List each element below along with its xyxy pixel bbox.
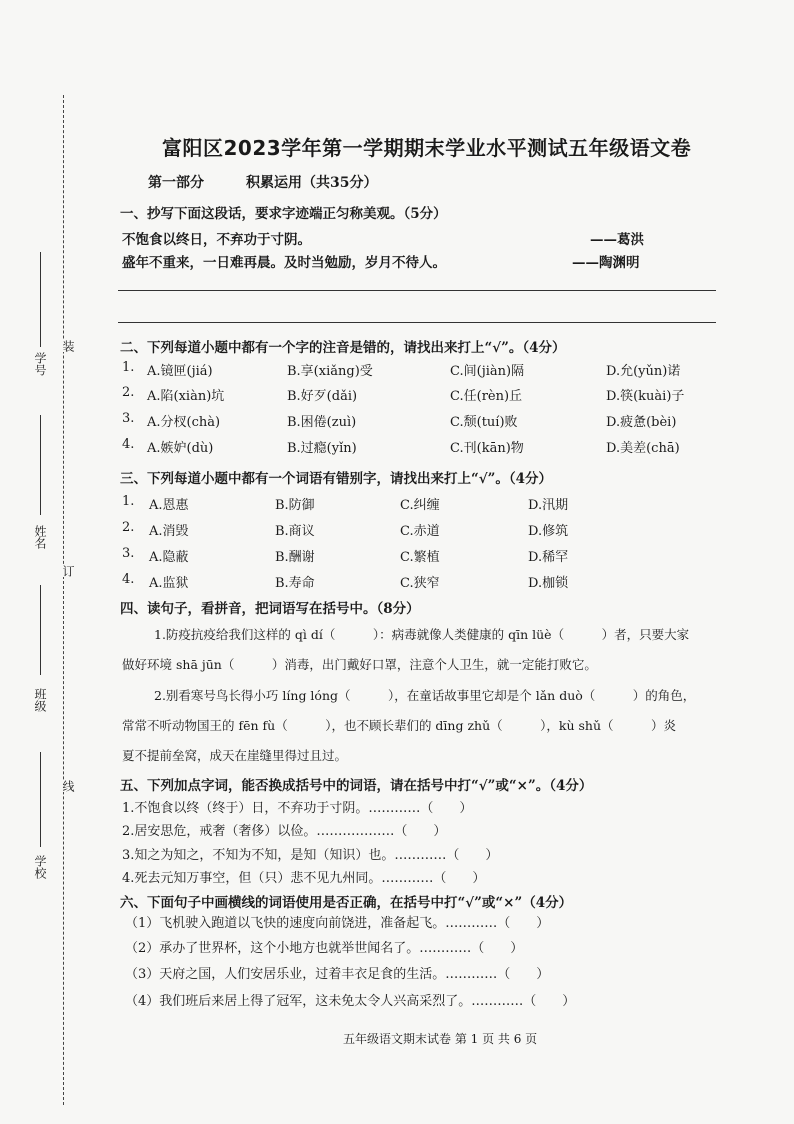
q5-item: 4.死去元知万事空，但（只）悲不见九州同。…………（ ） [122,871,486,886]
q2-opt-c: C.颓(tuí)败 [450,415,518,430]
q3-opt-a: A.消毁 [149,524,189,539]
school-blank [40,752,41,847]
binding-dashed-line [63,95,65,1105]
q1-line1: 不饱食以终日，不弃功于寸阴。 [122,232,311,248]
label-class: 班级 [33,688,47,712]
q1-write-line-1 [118,290,716,291]
q4-para2-line1: 2.别看寒号鸟长得小巧 líng lóng（ ），在童话故事里它却是个 lǎn duò（ ）的角色， [154,688,696,703]
q3-num: 1. [122,494,135,509]
q3-opt-b: B.酬谢 [275,550,315,565]
q3-opt-c: C.赤道 [400,524,440,539]
q2-opt-d: D.美差(chā) [606,441,680,456]
q2-opt-a: A.陷(xiàn)坑 [147,389,225,404]
q3-num: 3. [122,546,135,561]
q4-para2-line2: 常常不听动物国王的 fēn fù（ ），也不顾长辈们的 dīng zhǔ（ ），kù shǔ（ ）炎 [122,718,676,733]
q4-heading: 四、读句子，看拼音，把词语写在括号中。（8分） [120,601,420,617]
q6-heading: 六、下面句子中画横线的词语使用是否正确，在括号中打“√”或“×”（4分） [120,895,573,911]
q3-opt-a: A.隐蔽 [149,550,189,565]
q2-opt-c: C.任(rèn)丘 [450,389,523,404]
q2-opt-b: B.享(xiǎng)受 [287,364,373,379]
q2-opt-b: B.过瘾(yǐn) [287,441,357,456]
class-blank [40,585,41,675]
q2-opt-b: B.困倦(zuì) [287,415,357,430]
q4-para2-line3: 夏不提前垒窝，成天在崖缝里得过且过。 [122,748,348,763]
q3-opt-c: C.繁植 [400,550,440,565]
part-label: 第一部分 [148,175,204,191]
q3-num: 4. [122,572,135,587]
q1-write-line-2 [118,322,716,323]
q3-opt-d: D.汛期 [528,498,569,513]
q2-opt-c: C.间(jiàn)隔 [450,364,525,379]
q3-opt-d: D.稀罕 [528,550,569,565]
q2-num: 2. [122,385,135,400]
q6-item: （2）承办了世界杯，这个小地方也就举世闻名了。…………（ ） [125,941,524,956]
part-name: 积累运用（共35分） [246,175,378,191]
q2-num: 1. [122,360,135,375]
q2-opt-d: D.筷(kuài)子 [606,389,685,404]
q3-opt-a: A.恩惠 [149,498,189,513]
q6-item: （3）天府之国，人们安居乐业，过着丰衣足食的生活。…………（ ） [125,967,550,982]
q1-author2: ——陶渊明 [572,255,640,271]
q6-item: （1）飞机驶入跑道以飞快的速度向前饶进，准备起飞。…………（ ） [125,916,550,931]
q2-opt-a: A.嫉妒(dù) [147,441,214,456]
q1-heading: 一、抄写下面这段话，要求字迹端正匀称美观。（5分） [120,206,447,222]
q2-opt-d: D.疲惫(bèi) [606,415,677,430]
q3-opt-c: C.狭窄 [400,576,440,591]
id-blank [40,252,41,347]
label-id: 学号 [33,352,47,376]
q3-opt-d: D.枷锁 [528,576,569,591]
q3-opt-b: B.防御 [275,498,315,513]
seal-char-2: 订 [61,565,75,577]
q2-opt-c: C.刊(kān)物 [450,441,524,456]
seal-char-3: 线 [61,780,75,792]
label-school: 学校 [33,855,47,879]
q4-para1-line2: 做好环境 shā jūn（ ）消毒，出门戴好口罩，注意个人卫生，就一定能打败它。 [122,657,597,672]
q6-item: （4）我们班后来居上得了冠军，这未免太令人兴高采烈了。…………（ ） [125,994,576,1009]
q3-num: 2. [122,520,135,535]
q3-opt-c: C.纠缠 [400,498,440,513]
seal-char-1: 装 [61,340,75,352]
q3-opt-b: B.寿命 [275,576,315,591]
q5-item: 1.不饱食以终（终于）日，不弃功于寸阴。…………（ ） [122,801,473,816]
q2-num: 4. [122,437,135,452]
q5-heading: 五、下列加点字词，能否换成括号中的词语，请在括号中打“√”或“×”。（4分） [120,778,593,794]
label-name: 姓名 [33,525,47,549]
q3-opt-a: A.监狱 [149,576,189,591]
q1-author1: ——葛洪 [590,232,644,248]
q5-item: 2.居安思危，戒奢（奢侈）以俭。………………（ ） [122,824,447,839]
q2-opt-a: A.镜匣(jiá) [147,364,213,379]
q1-line2: 盛年不重来，一日难再晨。及时当勉励，岁月不待人。 [122,255,446,271]
q3-heading: 三、下列每道小题中都有一个词语有错别字，请找出来打上“√”。（4分） [120,471,553,487]
name-blank [40,415,41,515]
q2-opt-b: B.好歹(dǎi) [287,389,358,404]
q2-opt-d: D.允(yǔn)诺 [606,364,681,379]
q3-opt-d: D.修筑 [528,524,569,539]
q2-num: 3. [122,411,135,426]
q3-opt-b: B.商议 [275,524,315,539]
q5-item: 3.知之为知之，不知为不知，是知（知识）也。…………（ ） [122,848,499,863]
page-footer: 五年级语文期末试卷 第 1 页 共 6 页 [343,1032,538,1046]
q2-heading: 二、下列每道小题中都有一个字的注音是错的，请找出来打上“√”。（4分） [120,340,566,356]
page-title: 富阳区2023学年第一学期期末学业水平测试五年级语文卷 [162,136,692,160]
q4-para1-line1: 1.防疫抗疫给我们这样的 qì dí（ ）：病毒就像人类健康的 qīn lüè（ ）者，只要大家 [154,627,690,642]
q2-opt-a: A.分杈(chà) [147,415,221,430]
